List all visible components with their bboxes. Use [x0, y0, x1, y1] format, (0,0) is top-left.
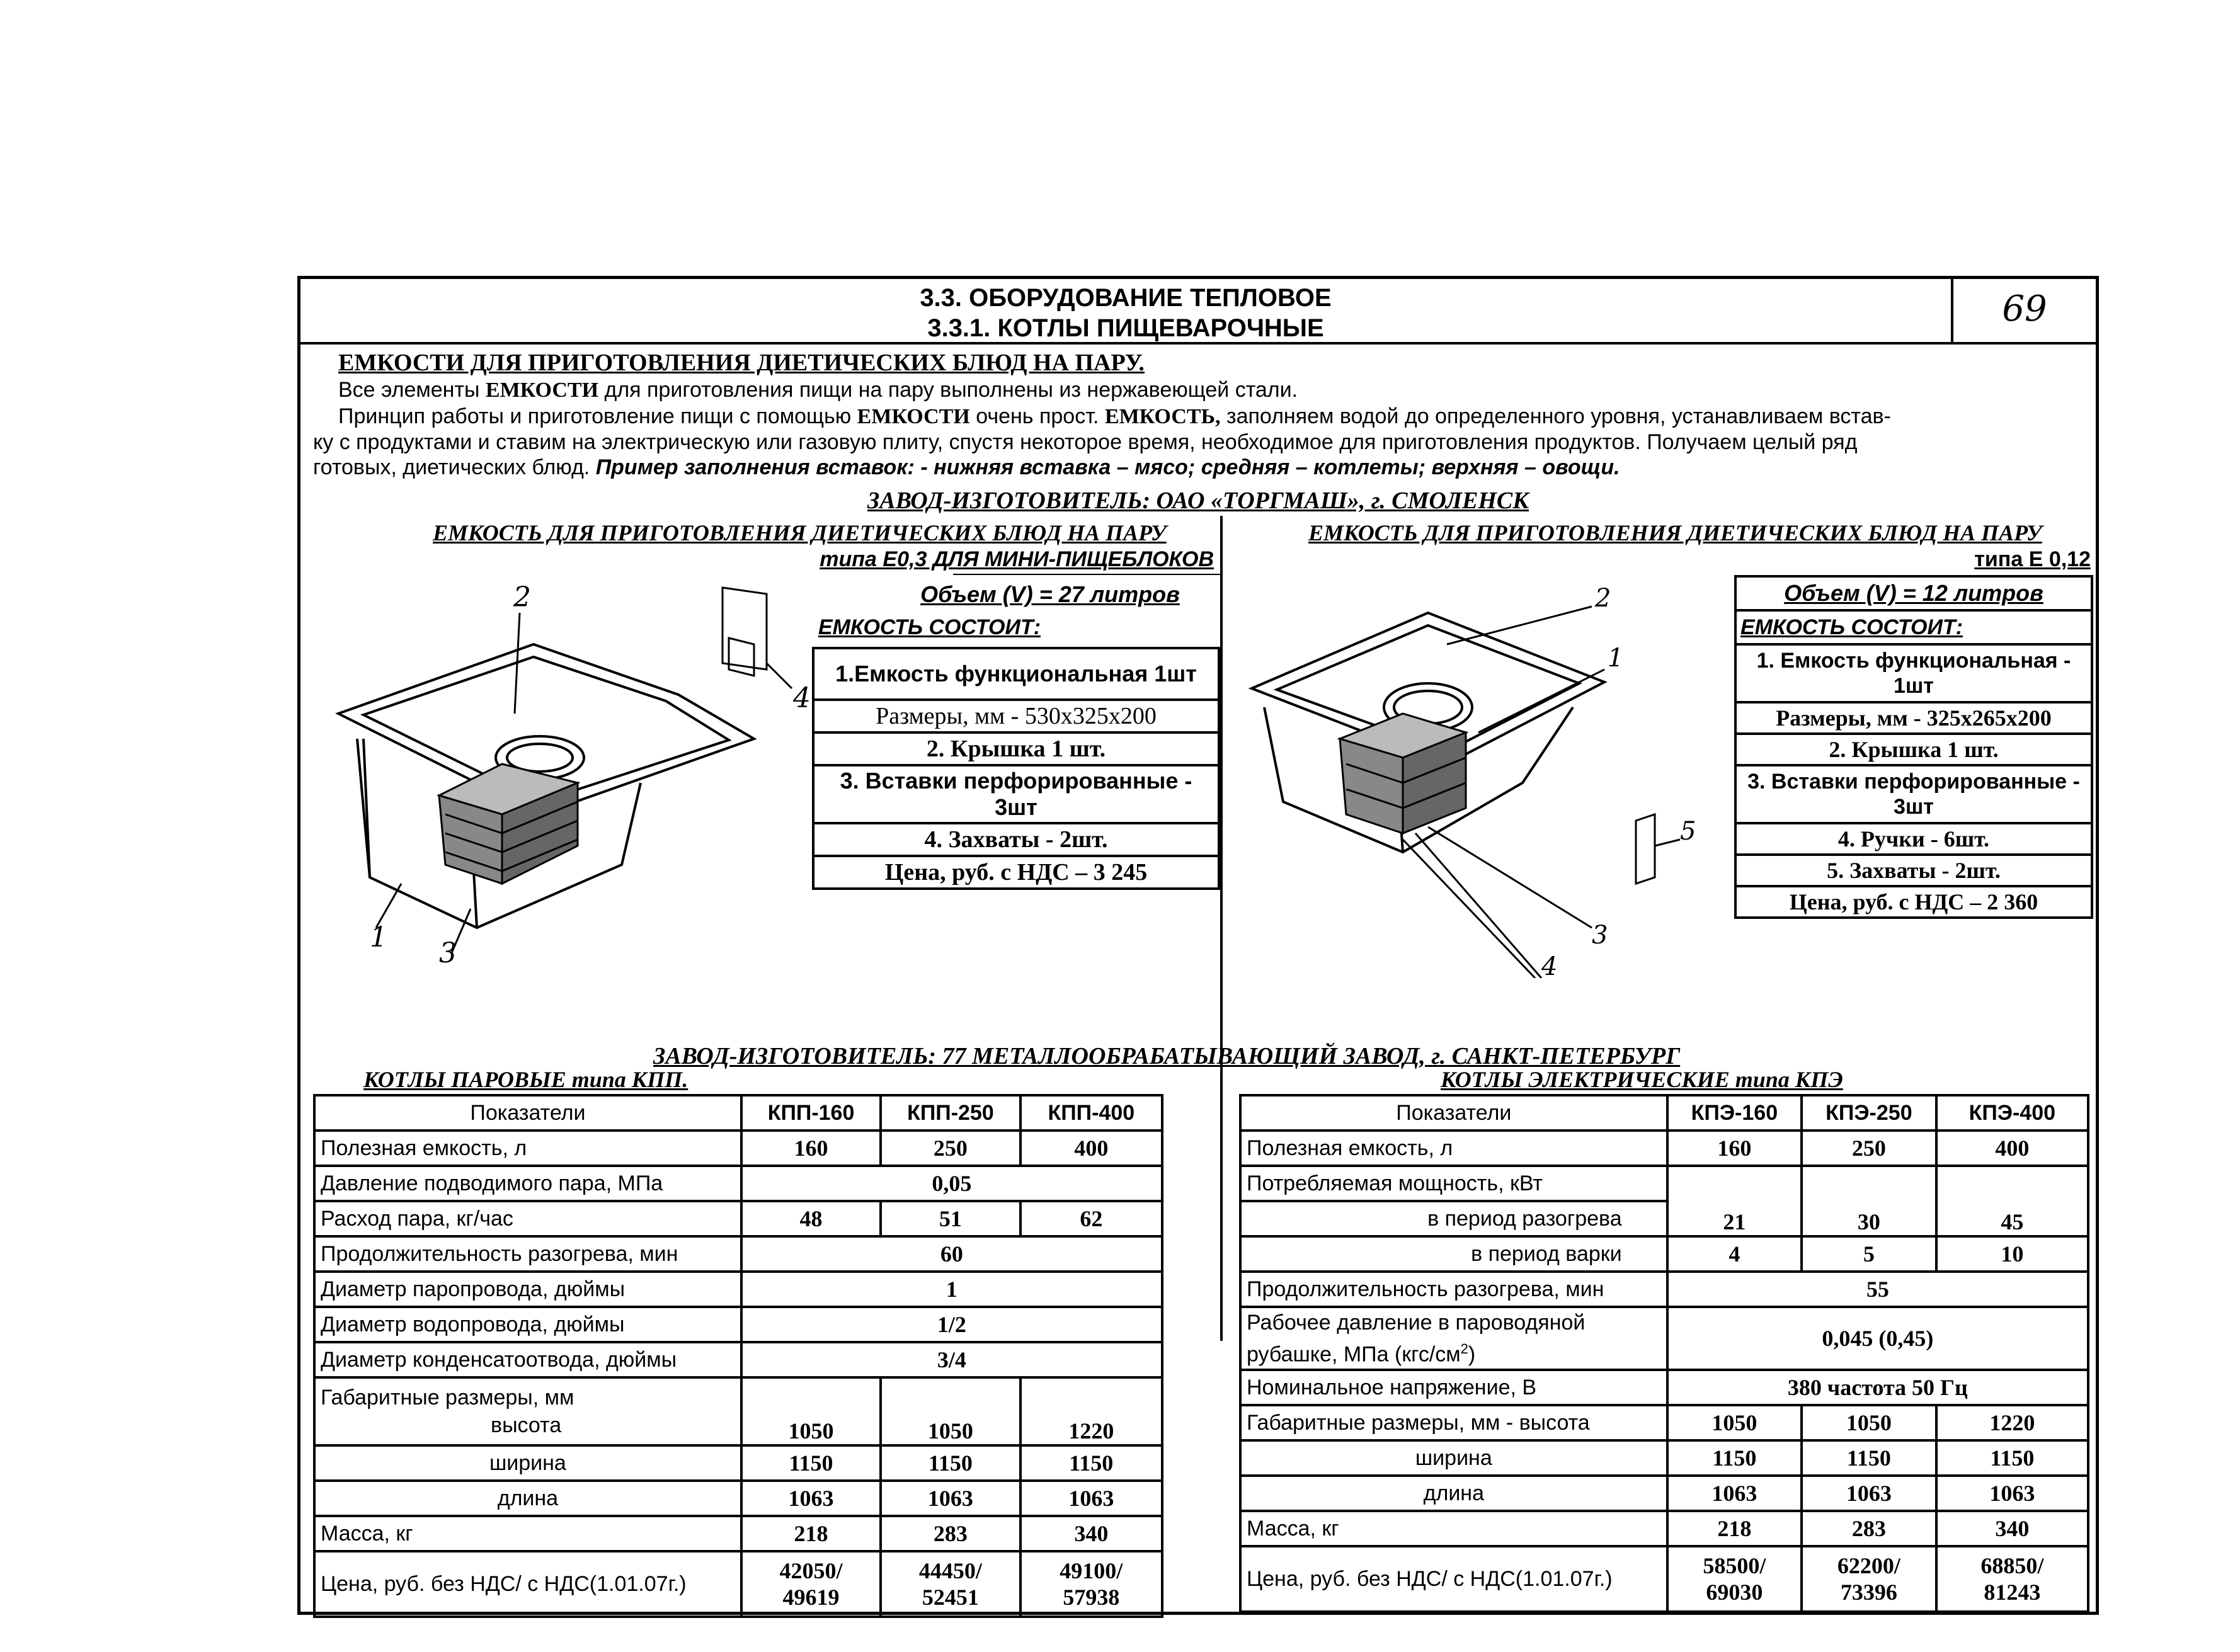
kpp-cell: 0,05: [741, 1166, 1162, 1201]
kpp-cell: 51: [881, 1201, 1020, 1236]
left-spec-item-4: 3. Вставки перфорированные - 3шт: [813, 765, 1219, 823]
kpe-cell: 68850/ 81243: [1936, 1546, 2088, 1612]
kpe-cell: 1063: [1936, 1476, 2088, 1511]
kpp-row-label: ширина: [314, 1445, 741, 1481]
kpe-cell: 55: [1667, 1272, 2088, 1307]
kpe-cell: 400: [1936, 1131, 2088, 1166]
right-callout-4: 4: [1541, 952, 1558, 978]
kpp-row-label: Цена, руб. без НДС/ с НДС(1.01.07г.): [314, 1551, 741, 1617]
kpp-cell: 1150: [1020, 1445, 1162, 1481]
right-volume: Объем (V) = 12 литров: [1735, 576, 2092, 610]
kpp-row-label: Расход пара, кг/час: [314, 1201, 741, 1236]
kpp-cell: 48: [741, 1201, 881, 1236]
kpe-cell: 4: [1667, 1236, 1802, 1272]
subsection-title: 3.3.1. КОТЛЫ ПИЩЕВАРОЧНЫЕ: [927, 314, 1324, 342]
kpp-header-250: КПП-250: [881, 1095, 1020, 1131]
kpe-cell: 1063: [1802, 1476, 1936, 1511]
kpp-row-label: Диаметр конденсатоотвода, дюймы: [314, 1342, 741, 1377]
section-header: [300, 279, 1951, 345]
left-subtitle-rule: [953, 574, 1220, 575]
kpe-cell: 10: [1936, 1236, 2088, 1272]
kpe-cell: 1150: [1936, 1440, 2088, 1476]
kpp-cell: 1220: [1020, 1377, 1162, 1445]
kpp-cell: 1050: [881, 1377, 1020, 1445]
right-callout-5: 5: [1680, 817, 1696, 846]
kpe-header-160: КПЭ-160: [1667, 1095, 1802, 1131]
kpe-row-label: Номинальное напряжение, В: [1240, 1370, 1667, 1405]
intro-paragraph-1: Все элементы ЕМКОСТИ для приготовления пищи на пару выполнены из нержавеющей стали.: [338, 378, 1298, 402]
right-spec-item-2: Размеры, мм - 325х265х200: [1735, 702, 2092, 734]
kpe-header-label: Показатели: [1240, 1095, 1667, 1131]
kpp-cell: 1150: [741, 1445, 881, 1481]
kpe-cell: 218: [1667, 1511, 1802, 1546]
kpe-row-label: Потребляемая мощность, кВт: [1240, 1166, 1667, 1201]
right-callout-3: 3: [1592, 921, 1608, 950]
kpe-cell: 5: [1802, 1236, 1936, 1272]
left-consists-label: ЕМКОСТЬ СОСТОИТ:: [818, 615, 1041, 639]
right-spec-item-4: 3. Вставки перфорированные - 3шт: [1735, 765, 2092, 823]
right-consists-label: ЕМКОСТЬ СОСТОИТ:: [1735, 610, 2092, 644]
left-product-title: ЕМКОСТЬ ДЛЯ ПРИГОТОВЛЕНИЯ ДИЕТИЧЕСКИХ БЛЮД НА ПАРУ: [433, 520, 1167, 545]
kpp-cell: 3/4: [741, 1342, 1162, 1377]
kpe-row-label: Продолжительность разогрева, мин: [1240, 1272, 1667, 1307]
kpp-cell: 218: [741, 1516, 881, 1551]
right-spec-item-3: 2. Крышка 1 шт.: [1735, 734, 2092, 765]
kpe-cell: 1150: [1802, 1440, 1936, 1476]
kpp-cell: 283: [881, 1516, 1020, 1551]
left-spec-item-1: 1.Емкость функциональная 1шт: [813, 648, 1219, 700]
kpp-cell: 62: [1020, 1201, 1162, 1236]
kpe-cell: 21: [1667, 1166, 1802, 1236]
kpp-cell: 1063: [881, 1481, 1020, 1516]
kpp-header-label: Показатели: [314, 1095, 741, 1131]
kpe-cell: 283: [1802, 1511, 1936, 1546]
kpe-header-400: КПЭ-400: [1936, 1095, 2088, 1131]
center-divider: [1220, 516, 1223, 1341]
intro-paragraph-2: Принцип работы и приготовление пищи с помощью ЕМКОСТИ очень прост. ЕМКОСТЬ, заполняем водой до определенного уровня, устанавливаем встав- ку с продуктами и ставим на электрическую или газовую плиту, спустя некоторое время, необходимое для приготовления продуктов. Получаем целый ряд готовых, диетических блюд. Пример заполнения вставок: - нижняя вставка – мясо; средняя – котлеты; верхняя – овощи.: [313, 404, 1891, 479]
right-callout-1: 1: [1608, 644, 1624, 673]
kpp-row-label: Продолжительность разогрева, мин: [314, 1236, 741, 1272]
kpp-cell: 400: [1020, 1131, 1162, 1166]
left-callout-4: 4: [793, 682, 811, 714]
kpe-cell: 0,045 (0,45): [1667, 1307, 2088, 1370]
page-frame: [297, 276, 2099, 1615]
kpp-cell: 1063: [741, 1481, 881, 1516]
kpe-cell: 1050: [1802, 1405, 1936, 1440]
left-volume: Объем (V) = 27 литров: [920, 581, 1180, 607]
kpp-title: КОТЛЫ ПАРОВЫЕ типа КПП.: [363, 1067, 689, 1092]
kpe-row-label: Масса, кг: [1240, 1511, 1667, 1546]
kpp-cell: 1: [741, 1272, 1162, 1307]
right-product-title: ЕМКОСТЬ ДЛЯ ПРИГОТОВЛЕНИЯ ДИЕТИЧЕСКИХ БЛЮД НА ПАРУ: [1308, 520, 2042, 545]
kpp-row-label: Масса, кг: [314, 1516, 741, 1551]
kpe-cell: 380 частота 50 Гц: [1667, 1370, 2088, 1405]
kpp-cell: 44450/ 52451: [881, 1551, 1020, 1617]
kpe-row-label: ширина: [1240, 1440, 1667, 1476]
kpe-cell: 340: [1936, 1511, 2088, 1546]
left-callout-1: 1: [370, 921, 387, 954]
kpe-cell: 30: [1802, 1166, 1936, 1236]
kpp-cell: 340: [1020, 1516, 1162, 1551]
right-spec-item-1: 1. Емкость функциональная - 1шт: [1735, 644, 2092, 702]
left-callout-2: 2: [513, 581, 531, 613]
kpe-table: [1239, 1094, 2089, 1613]
right-product-subtitle: типа Е 0,12: [1974, 547, 2091, 571]
kpp-row-label: Давление подводимого пара, МПа: [314, 1166, 741, 1201]
kpp-cell: 60: [741, 1236, 1162, 1272]
kpp-cell: 160: [741, 1131, 881, 1166]
left-spec-table: [812, 647, 1220, 890]
kpe-row-label: Цена, руб. без НДС/ с НДС(1.01.07г.): [1240, 1546, 1667, 1612]
kpe-title: КОТЛЫ ЭЛЕКТРИЧЕСКИЕ типа КПЭ: [1441, 1067, 1843, 1092]
right-callout-2: 2: [1595, 584, 1611, 613]
kpe-cell: 58500/ 69030: [1667, 1546, 1802, 1612]
kpp-cell: 1150: [881, 1445, 1020, 1481]
left-callout-3: 3: [439, 937, 457, 966]
kpp-cell: 49100/ 57938: [1020, 1551, 1162, 1617]
kpp-row-label: длина: [314, 1481, 741, 1516]
kpe-cell: 1063: [1667, 1476, 1802, 1511]
kpp-table: [313, 1094, 1163, 1618]
left-spec-item-2: Размеры, мм - 530х325х200: [813, 700, 1219, 732]
manufacturer-2: ЗАВОД-ИЗГОТОВИТЕЛЬ: 77 МЕТАЛЛООБРАБАТЫВАЮЩИЙ ЗАВОД, г. САНКТ-ПЕТЕРБУРГ: [653, 1043, 1681, 1069]
kpe-cell: 160: [1667, 1131, 1802, 1166]
manufacturer-1: ЗАВОД-ИЗГОТОВИТЕЛЬ: ОАО «ТОРГМАШ», г. СМОЛЕНСК: [867, 487, 1529, 514]
right-spec-table: [1734, 575, 2093, 919]
kpe-row-label: в период варки: [1240, 1236, 1667, 1272]
kpp-row-label: Диаметр водопровода, дюймы: [314, 1307, 741, 1342]
kpp-cell: 1/2: [741, 1307, 1162, 1342]
kpp-cell: 1050: [741, 1377, 881, 1445]
kpp-header-400: КПП-400: [1020, 1095, 1162, 1131]
kpp-row-label: Габаритные размеры, мм высота: [314, 1377, 741, 1445]
left-spec-item-5: 4. Захваты - 2шт.: [813, 823, 1219, 856]
kpe-cell: 250: [1802, 1131, 1936, 1166]
kpp-row-label: Диаметр паропровода, дюймы: [314, 1272, 741, 1307]
kpe-cell: 1050: [1667, 1405, 1802, 1440]
right-spec-item-6: 5. Захваты - 2шт.: [1735, 855, 2092, 886]
left-container-illustration: [313, 575, 817, 966]
page-number: 69: [1951, 279, 2096, 345]
kpe-cell: 62200/ 73396: [1802, 1546, 1936, 1612]
kpe-row-label: в период разогрева: [1240, 1201, 1667, 1236]
intro-title: ЕМКОСТИ ДЛЯ ПРИГОТОВЛЕНИЯ ДИЕТИЧЕСКИХ БЛЮД НА ПАРУ.: [338, 350, 1145, 376]
kpe-row-label: длина: [1240, 1476, 1667, 1511]
kpe-row-label: Полезная емкость, л: [1240, 1131, 1667, 1166]
kpe-row-label: Габаритные размеры, мм - высота: [1240, 1405, 1667, 1440]
right-spec-item-5: 4. Ручки - 6шт.: [1735, 823, 2092, 855]
kpp-cell: 1063: [1020, 1481, 1162, 1516]
kpe-cell: 1220: [1936, 1405, 2088, 1440]
right-spec-item-7: Цена, руб. с НДС – 2 360: [1735, 886, 2092, 918]
right-container-illustration: [1239, 575, 1737, 978]
kpp-cell: 250: [881, 1131, 1020, 1166]
left-spec-item-3: 2. Крышка 1 шт.: [813, 732, 1219, 765]
kpe-row-label: Рабочее давление в пароводяной рубашке, МПа $(кгс/см^2)$: [1240, 1307, 1667, 1370]
kpe-cell: 45: [1936, 1166, 2088, 1236]
kpp-header-160: КПП-160: [741, 1095, 881, 1131]
kpp-row-label: Полезная емкость, л: [314, 1131, 741, 1166]
kpe-cell: 1150: [1667, 1440, 1802, 1476]
kpp-cell: 42050/ 49619: [741, 1551, 881, 1617]
left-product-subtitle: типа Е0,3 ДЛЯ МИНИ-ПИЩЕБЛОКОВ: [820, 547, 1214, 571]
section-title: 3.3. ОБОРУДОВАНИЕ ТЕПЛОВОЕ: [920, 284, 1332, 312]
kpe-header-250: КПЭ-250: [1802, 1095, 1936, 1131]
left-spec-item-6: Цена, руб. с НДС – 3 245: [813, 856, 1219, 889]
